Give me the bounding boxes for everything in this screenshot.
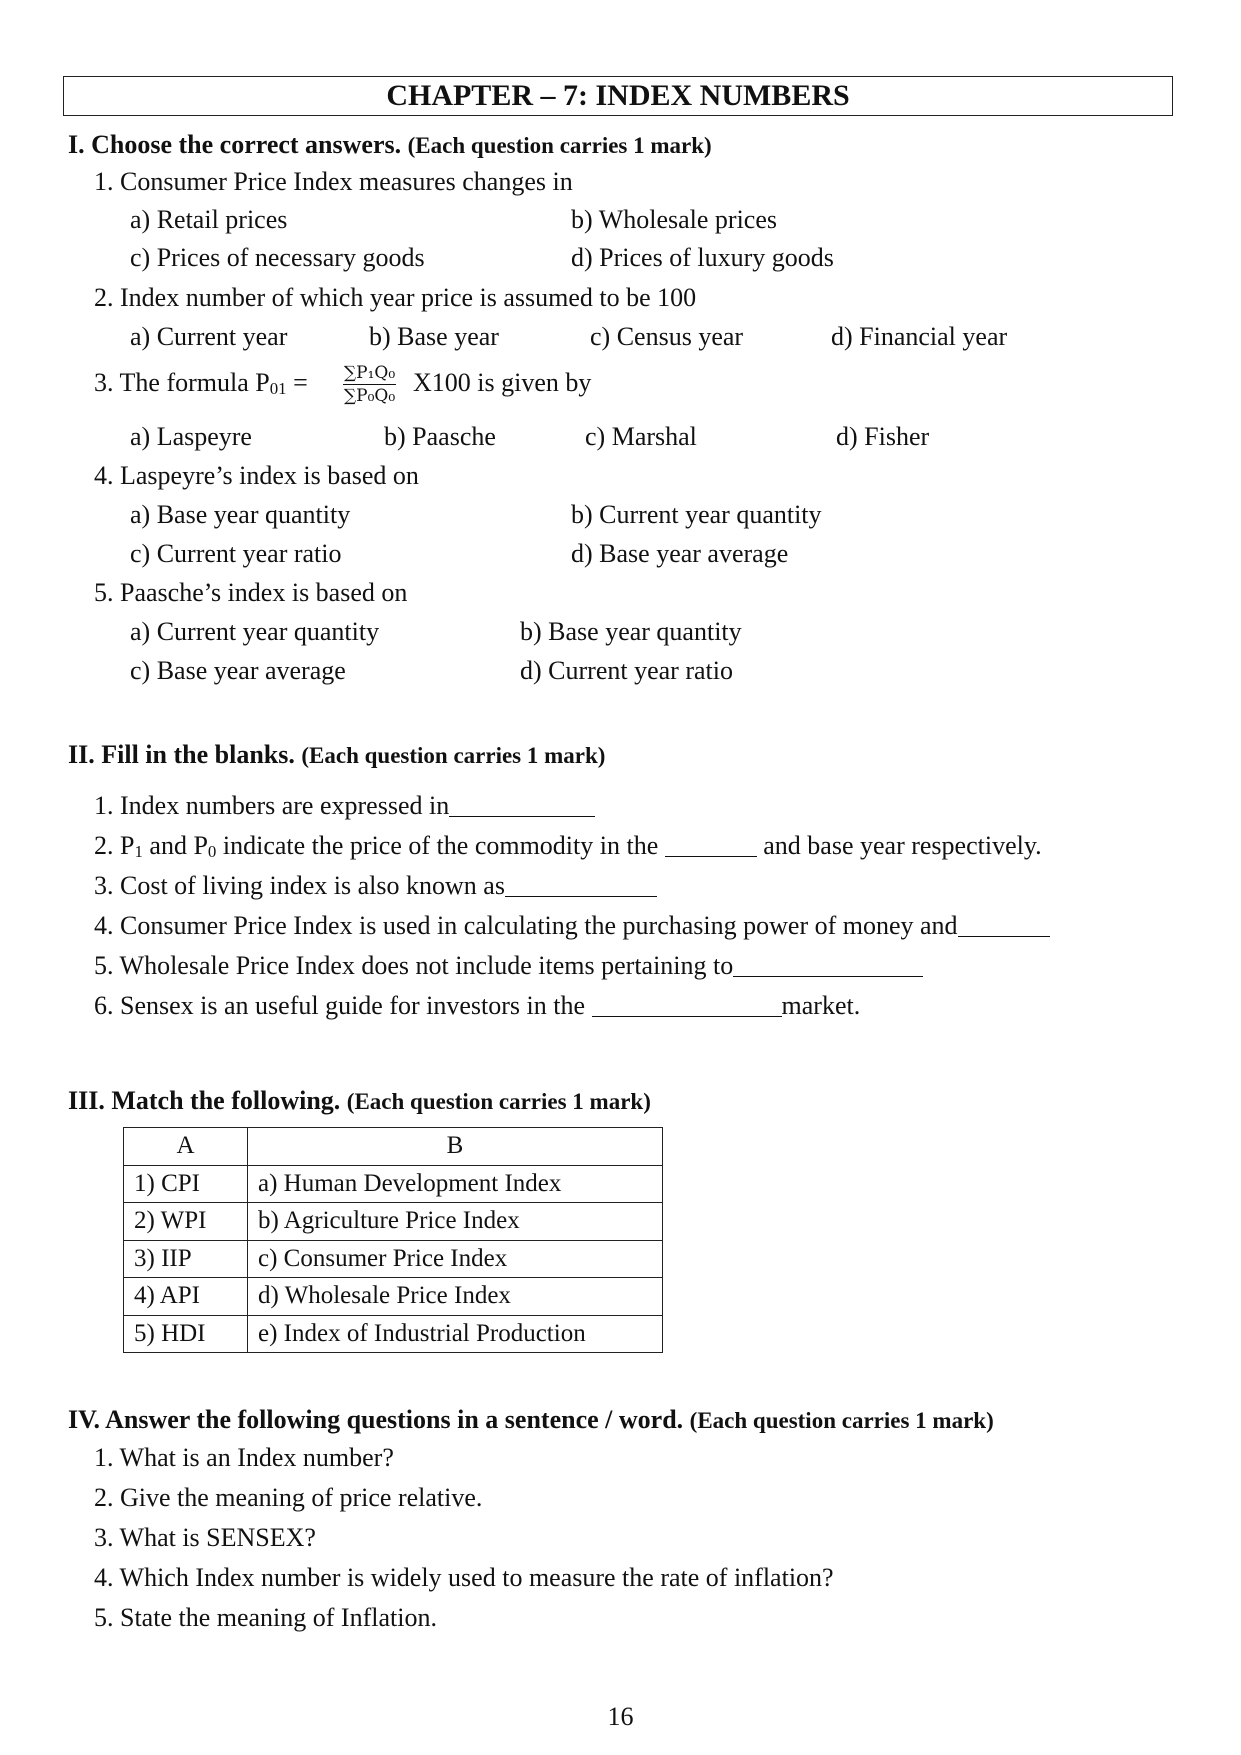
column-a-cell: 3) IIP — [124, 1240, 248, 1278]
section-3-heading — [68, 1086, 651, 1116]
table-row — [124, 1165, 663, 1203]
mcq-1-option-a: a) Retail prices — [130, 205, 288, 234]
blank-2-sub-2: 0 — [207, 842, 217, 861]
blank-6 — [94, 990, 860, 1021]
section-4-note: (Each question carries 1 mark) — [689, 1408, 994, 1433]
blank-4-text: 4. Consumer Price Index is used in calculating the purchasing power of money and — [94, 911, 958, 940]
mcq-3-option-a: a) Laspeyre — [130, 422, 252, 451]
mcq-5-option-b: b) Base year quantity — [520, 617, 742, 646]
mcq-4-option-c: c) Current year ratio — [130, 539, 342, 568]
section-1-note: (Each question carries 1 mark) — [407, 133, 712, 158]
blank-4-line — [958, 910, 1050, 937]
blank-2 — [94, 830, 1042, 862]
formula-subscript: 01 — [269, 379, 287, 398]
blank-1-line — [449, 790, 595, 817]
short-question-3: 3. What is SENSEX? — [94, 1523, 316, 1552]
blank-6-text: 6. Sensex is an useful guide for investors in the — [94, 991, 592, 1020]
mcq-4-option-d: d) Base year average — [571, 539, 789, 568]
mcq-5-option-d: d) Current year ratio — [520, 656, 733, 685]
section-3-note: (Each question carries 1 mark) — [346, 1089, 651, 1114]
formula-suffix: X100 is given by — [413, 368, 592, 397]
section-1-title: I. Choose the correct answers. — [68, 130, 402, 159]
section-1-heading — [68, 130, 712, 160]
match-table-header — [124, 1128, 663, 1166]
chapter-title: CHAPTER – 7: INDEX NUMBERS — [63, 76, 1173, 116]
mcq-1-option-d: d) Prices of luxury goods — [571, 243, 834, 272]
short-question-1: 1. What is an Index number? — [94, 1443, 394, 1472]
blank-3-line — [505, 870, 657, 897]
column-a-cell: 4) API — [124, 1278, 248, 1316]
mcq-5-option-c: c) Base year average — [130, 656, 346, 685]
formula-prefix: 3. The formula P — [94, 368, 270, 397]
column-b-cell: d) Wholesale Price Index — [248, 1278, 663, 1316]
mcq-2-option-c: c) Census year — [590, 322, 744, 351]
blank-3 — [94, 870, 657, 901]
blank-2-part-3: indicate the price of the commodity in the — [216, 831, 665, 860]
section-2-note: (Each question carries 1 mark) — [301, 743, 606, 768]
blank-4 — [94, 910, 1050, 941]
column-a-cell: 1) CPI — [124, 1165, 248, 1203]
blank-6-line — [592, 990, 782, 1017]
column-a-header: A — [124, 1128, 248, 1166]
column-b-cell: c) Consumer Price Index — [248, 1240, 663, 1278]
section-4-title: IV. Answer the following questions in a sentence / word. — [68, 1405, 684, 1434]
mcq-2-question: 2. Index number of which year price is assumed to be 100 — [94, 283, 697, 312]
section-3-title: III. Match the following. — [68, 1086, 341, 1115]
mcq-2-option-b: b) Base year — [369, 322, 499, 351]
mcq-1-option-c: c) Prices of necessary goods — [130, 243, 425, 272]
table-row — [124, 1203, 663, 1241]
mcq-4-question: 4. Laspeyre’s index is based on — [94, 461, 419, 490]
mcq-2-option-a: a) Current year — [130, 322, 288, 351]
mcq-1-question: 1. Consumer Price Index measures changes in — [94, 167, 573, 196]
mcq-5-option-a: a) Current year quantity — [130, 617, 380, 646]
short-question-5: 5. State the meaning of Inflation. — [94, 1603, 437, 1632]
page-number: 16 — [607, 1702, 634, 1731]
section-4-heading — [68, 1405, 994, 1435]
mcq-1-option-b: b) Wholesale prices — [571, 205, 777, 234]
blank-5-line — [733, 950, 923, 977]
match-table — [123, 1127, 663, 1353]
mcq-4-option-b: b) Current year quantity — [571, 500, 822, 529]
formula-numerator: ∑P₁Q₀ — [344, 363, 396, 383]
blank-3-text: 3. Cost of living index is also known as — [94, 871, 505, 900]
blank-2-part-2: and P — [142, 831, 208, 860]
blank-5-text: 5. Wholesale Price Index does not include items pertaining to — [94, 951, 734, 980]
section-2-heading — [68, 740, 605, 770]
column-a-cell: 2) WPI — [124, 1203, 248, 1241]
blank-2-part-4: and base year respectively. — [756, 831, 1042, 860]
blank-2-line — [665, 830, 757, 857]
table-row — [124, 1315, 663, 1353]
blank-2-sub-1: 1 — [134, 842, 143, 861]
short-question-2: 2. Give the meaning of price relative. — [94, 1483, 483, 1512]
formula-fraction — [343, 363, 396, 406]
blank-1-text: 1. Index numbers are expressed in — [94, 791, 450, 820]
mcq-3-option-d: d) Fisher — [836, 422, 930, 451]
mcq-3-option-b: b) Paasche — [384, 422, 496, 451]
column-b-cell: b) Agriculture Price Index — [248, 1203, 663, 1241]
short-question-4: 4. Which Index number is widely used to measure the rate of inflation? — [94, 1563, 834, 1592]
blank-2-part-1: 2. P — [94, 831, 135, 860]
column-b-header: B — [248, 1128, 663, 1166]
table-row — [124, 1240, 663, 1278]
column-b-cell: e) Index of Industrial Production — [248, 1315, 663, 1353]
column-b-cell: a) Human Development Index — [248, 1165, 663, 1203]
table-row — [124, 1278, 663, 1316]
blank-5 — [94, 950, 923, 981]
mcq-3-question — [94, 368, 308, 399]
mcq-3-option-c: c) Marshal — [585, 422, 697, 451]
formula-equals: = — [286, 368, 308, 397]
section-2-title: II. Fill in the blanks. — [68, 740, 295, 769]
mcq-4-option-a: a) Base year quantity — [130, 500, 351, 529]
blank-6-suffix: market. — [781, 991, 861, 1020]
blank-1 — [94, 790, 595, 821]
mcq-2-option-d: d) Financial year — [831, 322, 1008, 351]
column-a-cell: 5) HDI — [124, 1315, 248, 1353]
mcq-5-question: 5. Paasche’s index is based on — [94, 578, 408, 607]
formula-denominator: ∑P₀Q₀ — [344, 386, 396, 406]
